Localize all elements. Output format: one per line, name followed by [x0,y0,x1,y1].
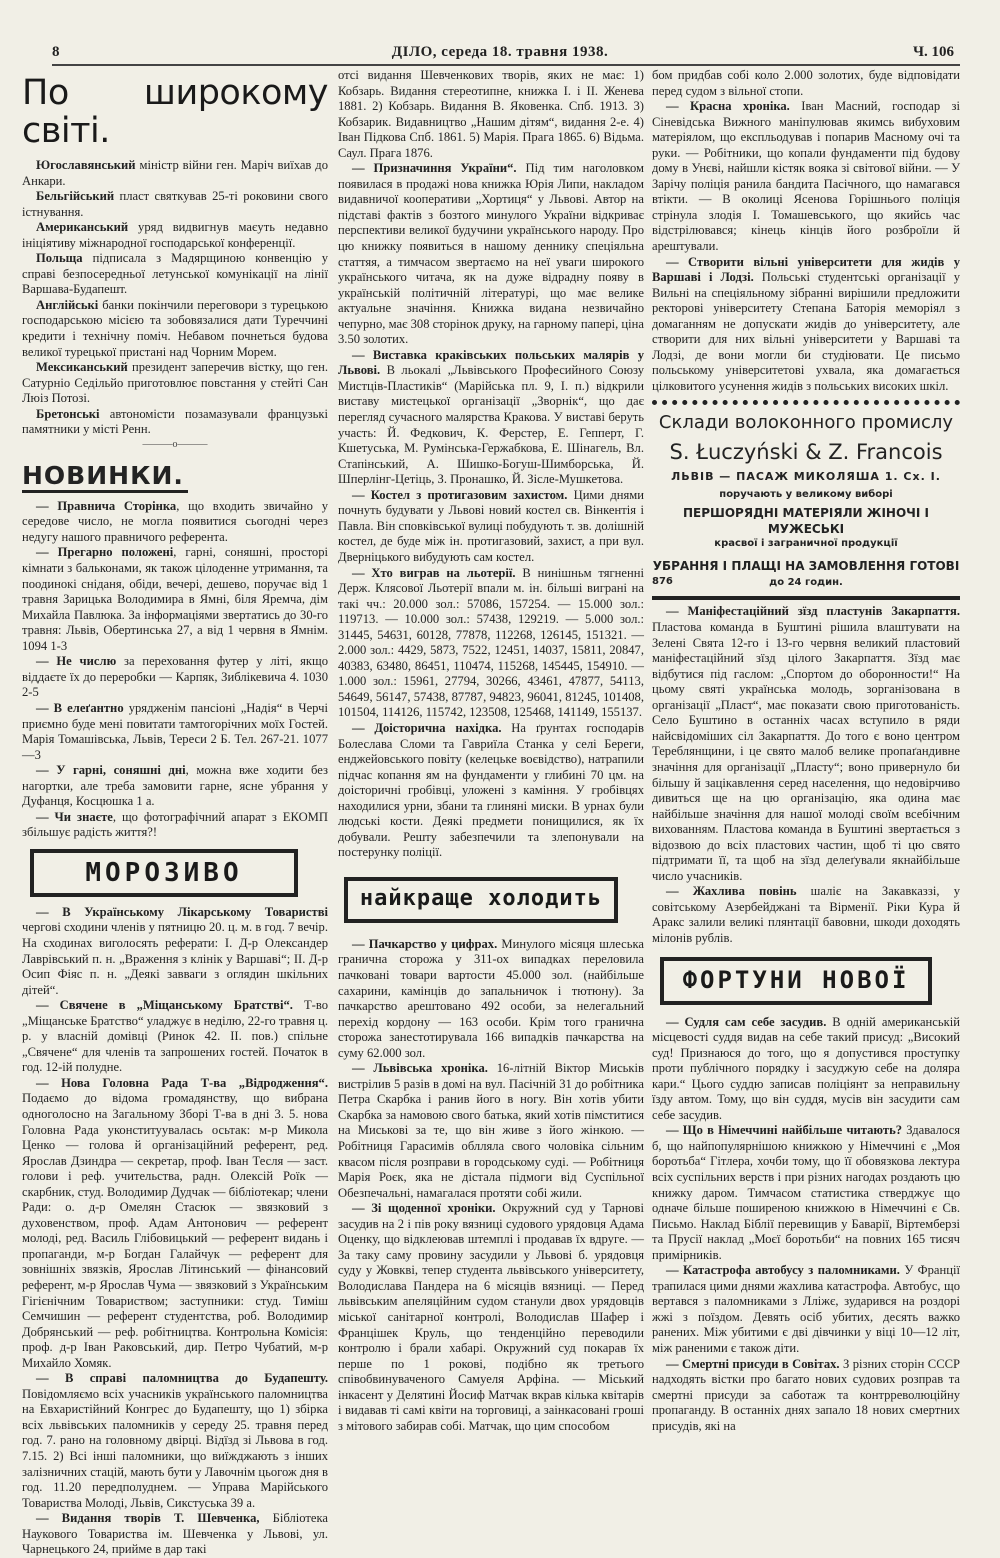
article-lead: — Створити вільні університети для жидів у Варшаві і Лодзі. [652,254,960,285]
article-text: Польські студентські організації у Вильні на спеціяльному зібранні вирішили предложити ректорові університету Степана Баторія меморіял з домаганням не допускати жидів до університету, але створити для них вільні університети у Варшаві та Лодзі, де вони могли би студіювати. Це письмо польському університетові ухвала, яка домагається цілковитого усунення жидів з польських високих шкіл. [652,270,960,393]
article-text: шаліє на Закавказзі, у совітському Азербейджані та Вірменії. Ріки Кура й Аракс залили великі плянтації бавовни, шкоди доходять мілонів рублів. [652,884,960,945]
ad-banner-ice-cream: МОРОЗИВО [30,849,298,897]
article-paragraph [22,998,328,1076]
article-text: Подаємо до відома громадянству, що вибрана одноголосно на Загальному Зборі Т-ва в дні 3. 5. нова Головна Рада уконституувалась осьтак: м-р Микола Ценко — голова й організаційний референт, ред. Ярослав Дзиндра — секретар, проф. Іван Тесля — заст. голови і реф. учительства, радн. Олексій Роїк — скарбник, студ. Володимир Дудчак — бібліотекар; члени Ради: о. д-р Омелян Стасюк — звязковий з духовенством, проф. Адам Антонович — референт молоді, ред. Василь Глібовицький — референт видань і пропаганди, м-р Богдан Галайчук — референт для зовнішніх звязків, Ярослав Літинський — фінансовий референт, м-р Ярослав Чума — звязковий з Українським Гігієнічним Товариством; заступники: студ. Тиміш Семчишин — референт студентства, роб. Володимир Добрянський — реф. робітництва. Контрольна Комісія: проф. д-р Іван Раковський, дир. Петро Чубатий, м-р Михайло Хомяк. [22,1091,328,1370]
ad-code: 876 [652,576,673,588]
section-title-news: НОВИНКИ. [22,462,188,493]
article-paragraph [652,604,960,884]
article-paragraph [652,1357,960,1435]
article-lead: — В елеґантно [36,700,124,715]
article-paragraph [338,566,644,721]
article-lead: — В справі паломництва до Будапешту. [36,1371,328,1386]
article-lead: — Жахлива повінь [666,884,797,899]
article-paragraph [652,1263,960,1356]
article-text: Пластова команда в Буштині рішила влаштувати на Зелені Свята 12-го і 13-го червня великий пластовий маніфестаційний зїзд цілого Закарпаття. Зїзд має відбутися під гаслом: „Спортом до оборонности!“ На цьому святі українська молодь, зорганізована в організації „Пласт“, має показати свою приготованість. Село Буштино в останніх часах вступило в ряди найсвідоміших сіл Закарпаття. До того є воно центром Тереблянщини, і це свято малоб велике пропаґандивне значіння для організації „Пласту“; воно привернуло би більшу й зацікавлення серед населення, що недовірчиво дивиться ще на цю організацію, яка одина має найбільше значіння для нашої молоді своїм всебічним вихованням. Пластова команда в Буштині звертається з відозвою до всіх пластових частин, щоб ті цю свято підтримати її, та щоб на зїзд делеґували якнайбільше число учасників. [652,620,960,883]
article-text: , що входить звичайно у середове число, не могла появитися сьогодні через недугу нашого правничого референта. [22,498,328,544]
article-paragraph [22,905,328,998]
article-text: за переховання футер у літі, якщо віддаєте їх до переробки — Карпяк, Зиблікевича 4. 1030 2-5 [22,654,328,700]
article-text: В нинішньм тягненні Держ. Клясової Льотерії впали м. ін. більші виграні на такі чч.: 20.000 зол.: 57086, 157254. — 15.000 зол.: 119713. — 10.000 зол.: 57438, 129219. — 5.000 зол.: 31445, 54631, 60128, 77878, 112268, 126145, 151321. — 2.000 зол.: 4429, 5873, 7522, 12451, 14037, 15811, 20847, 40383, 63480, 86451, 110474, 115268, 145445, 154910. — 1.000 зол.: 15961, 27794, 30266, 43461, 47877, 54113, 54649, 56147, 57438, 87787, 94823, 96041, 81245, 101408, 101504, 114126, 115742, 123508, 125468, 141149, 155137. [338,565,644,720]
header-rule [52,64,960,66]
article-lead: — Катастрофа автобусу з паломниками. [666,1263,900,1278]
ad-bottom-rule [652,596,960,600]
article-paragraph [22,189,328,220]
article-lead: — Хто виграв на льотерії. [352,565,516,580]
article-lead: — Чи знаєте [36,809,113,824]
article-text: урядженім пансіоні „Надія“ в Черчі приємно буде мені повитати тамтогорічних моїх Гостей. Марія Томашівська, Львів, Тереси 2 Б. Тел. 267-21. 1077 —3 [22,700,328,762]
article-text: 16-літній Віктор Миськів вистрілив 5 разів в домі на вул. Пасічній 31 до робітника Петра Скарбка і ранив його в ногу. Він хотів убити Скарбка за намовою свого батька, який хотів пімститися на Миськові за те, що він живе з його жінкою. — Робітниця Гарасимів облляла свого чоловіка сільним квасом після розправи в городському суді. — Робітниця Марія Роєк, яка не дістала підмоги від Суспільної Обезпечальні, намагалася протяти собі жили. [338,1061,644,1200]
article-paragraph [652,68,960,99]
article-lead: — Нова Головна Рада Т-ва „Відродження“. [36,1075,328,1090]
article-paragraph [22,1371,328,1511]
article-text: чергові сходини членів у пятницю 20. ц. м. в год. 7 вечір. На сходинах виголосять реферати: І. Д-р Олександер Лаврівський п. н. „Враження з клінік у Варшаві“; ІІ. Д-р Осип Фіяс п. н. „Деякі завваги з оглядин шкільних дітей“. [22,920,328,997]
article-text: автономісти позамазували французькі памятники у місті Ренн. [22,406,328,437]
article-lead: Американський [36,220,129,235]
article-paragraph [652,255,960,395]
ad-bottom-line [652,574,960,588]
article-text: В одній американській місцевості суддя видав на себе такий присуд: „Високий суд! Признаюся до того, що я допустився проступку проти публічного порядку і засуджую себе на доляра кари.“ Цього суддю записав поліціянт за неправильну їзду автом. Тому, що він суддя, мусів він засудити сам себе засудив. [652,1014,960,1122]
article-lead: Польща [36,251,83,266]
article-paragraph [338,937,644,1061]
column-3-list-mid [652,604,960,946]
article-paragraph [22,763,328,810]
page-number: 8 [52,44,60,60]
ad-ready: УБРАННЯ І ПЛАЩІ НА ЗАМОВЛЕННЯ ГОТОВІ [652,559,960,574]
article-lead: — Не числю [36,654,117,669]
article-lead: Англійські [36,297,99,312]
article-text: , можна вже ходити без нагортки, але треба замовити гарне, ясне убрання у Дуфанця, Косцюшка 1 а. [22,763,328,809]
ad-address: ЛЬВІВ — ПАСАЖ МИКОЛЯША 1. Сх. І. [671,470,941,484]
textile-advertisement [652,411,960,588]
ad-banner-new-fortune: ФОРТУНИ НОВОЇ [660,957,932,1005]
column-3-list [652,68,960,394]
separator: ———о——— [142,438,208,450]
society-list [22,905,328,1558]
article-text: Окружний суд у Тарнові засудив на 2 і пів року вязниці судового урядовця Адама Оценку, що відклеював штемплі і продавав їх вдруге. — За таку саму провину засудили у Львові б. урядовця суду у Жовкві, тепер студента львівського університету, Володислава Пандера на 6 місяців вязниці. — Перед львівським апеляційним судом станули двох урядовців міської санітарної контролі, Володислав Шафер і Францішек Круль, що тенденційно переводили контролю і брали хабарі. Окружний суд покарав їх перше по 1 рокові, подібно як третього співобвинуваченого Самуеля Арфіна. — Міський інкасент у Делятині Йосиф Матчак вкрав кілька квітарів і видавав ті самі квіти на торговиці, а заінкасовані гроші з мітового забирав собі. Матчак, що цим способом [338,1201,644,1433]
article-lead: — Львівська хроніка. [352,1061,488,1076]
article-paragraph [22,220,328,251]
issue-number: Ч. 106 [912,44,954,60]
article-paragraph [22,499,328,546]
article-paragraph [22,810,328,841]
article-text: президент заперечив вістку, що ген. Сатурніо Седільйо приготовлює повстання у стейті Сан Люіз Потозі. [22,360,328,406]
article-text: У Франції трапилася цими днями жахлива катастрофа. Автобус, що вертався з паломниками з Лліжє, зударився на роздорі жжі з поїздом. Девять осіб убитих, десять важко ранених. Між убитими є дві дівчинки у віці 10—12 літ, між раненими є також діти. [652,1263,960,1355]
world-news-list [22,158,328,438]
article-lead: — Костел з протигазовим захистом. [352,487,568,502]
article-paragraph [22,1076,328,1371]
article-text: Іван Масний, господар зі Сіневідська Вижного маніпулював якимсь вибуховим матеріялом, що експльодував і попарив Масному очі та руки. — Робітники, що копали фундаменти під будову дому в Унєві, найшли кістяк вояка зі світової війни. — У Зарічу поліція ранила бандита Пасічного, що намагався втікти. — В околиці Ясенова Горішнього поліція стрінула злодія І. Томашевського, що якийсь час відстрілювався; кінець кінців його розброїли й арештували. [652,99,960,254]
ad-goods-sub: красвої і заграничної продукції [714,538,898,550]
article-paragraph [338,488,644,566]
article-text: міністр війни ген. Маріч виїхав до Анкари. [22,158,328,188]
article-paragraph [22,701,328,763]
article-text: Під тим наголовком появилася в продажі нова книжка Юрія Липи, накладом видавничої кооперативи „Хортиця“ у Львові. Автор на підставі фактів з бозтого минулого України відкриває перспективи великої будучини українського народу. Про цю книжку появиться в нашому деннику спеціяльна статтяя, а тимчасом звертаємо на неї уваги широкого українського читача, як на дуже відрадну появу в українській політичній літературі, що має велике актуальне значіння. Книжка видана незвичайно чепурно, має 308 сторінок друку, на гарному папері, ціна 3.50 золотих. [338,161,644,347]
article-lead: Бретонські [36,406,100,421]
article-lead: — Красна хроніка. [666,99,790,114]
news-list [22,499,328,841]
column-3-list-lower [652,1015,960,1435]
article-lead: — Судля сам себе засудив. [666,1014,827,1029]
article-lead: — Маніфестаційний зїзд пластунів Закарпаття. [666,604,960,619]
section-title-world: По широкому світі. [22,73,328,151]
article-lead: Мексиканський [36,360,128,375]
article-text: Цими днями почнуть будувати у Львові новий костел св. Вінкентія і Павла. Він сповківської вулиці побудують т. зв. долішній костел, де буде між ін. протигазовий, захист, а при вул. Дверніцького вибудують сам костел. [338,487,644,564]
article-text: Здавалося б, що найпопулярнішою книжкою у Німеччині є „Моя боротьба“ Гітлера, хочби тому, що її обовязкова лектура всіх суспільних верств і при різних нагодах роздають цю книжку даром. Тимчасом статистика стверджує що одначе більше поширеною книжкою в Німеччині є Св. Письмо. Наклад Біблії перевищив у Баварії, Віртемберзі та Прусії наклад „Моєї боротьби“ на повних 165 тисяч примірників. [652,1123,960,1262]
article-text: отсі видання Шевченкових творів, яких не має: 1) Кобзарь. Видання стереотипне, книжка І. і ІІ. Женева 1881. 2) Кобзарь. Видання В. Яковенка. Спб. 1913. 3) Кобзарик. Видавництво „Нашим дітям“, видання 2-е. 4) Іван Підкова Спб. 1861. 5) Марія. Прага 1865. 6) Відьма. Саул. Прага 1876. [338,68,644,160]
article-text: банки покінчили переговори з турецькою господарською місією та зобовязалися дати Туреччині кредити і технічну поміч. Небавом почнеться будова великої турецької пристані над Чорним Морем. [22,297,328,359]
article-lead: — Доісторична нахідка. [352,720,502,735]
column-3 [652,68,960,1538]
masthead-date: ДІЛО, середа 18. травня 1938. [391,44,609,60]
column-2 [338,68,644,1538]
column-2-list-lower [338,937,644,1435]
article-paragraph [652,1015,960,1124]
article-paragraph [22,298,328,360]
article-paragraph [22,654,328,701]
article-lead: — В Українському Лікарському Товаристві [36,904,328,919]
ad-firm-name: S. Łuczyński & Z. Francois [669,440,943,465]
article-lead: — Смертні присуди в Совітах. [666,1356,840,1371]
article-paragraph [338,1061,644,1201]
article-text: , гарні, соняшні, просторі кімнати з бальконами, як також цілоденне утримання, та поодинокі сніданя, обіди, вечері, дешево, поручає від 1 травня Зарицька Володимира в Ямні, біля Яремча, дім Михайла Павлюка. За інформаціями звертатись до 30-го травня: Львів, Обертинська 27, а від 1 червня в Ямнім. 1094 1-3 [22,545,328,653]
article-lead: — Правнича Сторінка [36,498,177,513]
article-paragraph [22,360,328,407]
column-1 [22,68,329,1557]
article-paragraph [338,161,644,348]
article-lead: Югославянський [36,158,136,172]
article-paragraph [22,158,328,189]
article-text: , що фотографічний апарат з ЕКОМП збільшує радість життя?! [22,809,328,840]
article-paragraph [22,1511,328,1558]
article-paragraph [338,1201,644,1434]
article-text: підписала з Мадярщиною конвенцію у справі безпосередньої летунської комунікації на лінії Варшава-Будапешт. [22,251,328,297]
article-lead: — Видання творів Т. Шевченка, [36,1511,260,1526]
article-text: З різних сторін СССР надходять вістки про багато нових судових розправ та смертні присуди за саботаж та контрреволюційну пропаганду. В останніх днях запало 18 нових смертних присудів, які на [652,1356,960,1433]
article-paragraph [652,1123,960,1263]
ad-top-rule [652,400,960,405]
article-lead: — Свячене в „Міщанському Братстві“. [36,998,293,1013]
article-lead: — Що в Німеччині найбільше читають? [666,1123,903,1138]
article-lead: — Призначиння України“. [352,161,517,176]
article-paragraph [652,99,960,254]
article-lead: — Прегарно положені [36,545,174,560]
article-text: бом придбав собі коло 2.000 золотих, буде відповідати перед судом з вільної стопи. [652,68,960,98]
article-text: Повідомляємо всіх учасників українського паломництва на Евхаристійний Конгрес до Будапешту, що 1) збірка всіх львівських паломників у середу 25. травня перед год. 7. рано на головному двірці. Відїзд зі Львова в год. 7.15. 2) Всі інші паломники, що виїжджають з інших залізничних стацій, мають бути у Лавочнім цьогож дня в год. 11.20 передполуднем. — Управа Марійського Товариства Молоді, Львів, Сикстуська 39 а. [22,1386,328,1510]
article-paragraph [652,884,960,946]
article-lead: — Пачкарство у цифрах. [352,936,498,951]
article-paragraph [338,348,644,488]
article-text: Бібліотека Наукового Товариства ім. Шевченка у Львові, ул. Чарнецького 24, прийме в дар такі [22,1511,329,1557]
article-paragraph [338,68,644,161]
ad-banner-cools-best: найкраще холодить [344,877,618,923]
article-paragraph [22,407,328,438]
ad-goods: ПЕРШОРЯДНІ МАТЕРІЯЛИ ЖІНОЧІ І МУЖЕСЬКІ [683,506,929,537]
article-paragraph [338,721,644,861]
ad-offer: поручають у великому виборі [719,489,893,501]
column-2-list [338,68,644,861]
article-text: пласт святкував 25-ті роковини свого істнування. [22,189,328,219]
article-text: уряд видвигнув маєуть недавно ініціятиву міжнародної господарської конференції. [22,220,328,250]
ad-days: до 24 годин. [769,577,843,589]
article-lead: Бельгійський [36,189,115,204]
article-lead: — Зі щоденної хроніки. [352,1201,496,1216]
ad-title: Склади волоконного промислу [658,412,954,434]
article-text: Т-во „Міщанське Братство“ уладжує в неділю, 22-го травня ц. р. у власній домівці (Ринок 42. ІІ. пов.) спільне „Свячене“ для членів та запрошених гостей. Початок в год. 12-ій полудне. [22,998,328,1075]
article-text: Минулого місяця шлеська гранична сторожа у 311-ох випадках переловила пачковані товари вартости 45.000 зол. (найбільше сахарини, камінців до запальничок і тютюну). За пачкарство арештовано 492 особи, за нелегальний перехід кордону — 163 особи. Крім того гранична сторожа занестотирувала 166 випадків пачкарства на суму 62.000 зол. [338,936,644,1060]
article-paragraph [22,251,328,298]
article-text: На ґрунтах господарів Болеслава Сломи та Гавриїла Станка у селі Береги, енджейовського повіту (келецьке воєвідство), натрапили підчас копання ям на фундаменти у глибині 70 цм. на доісторичні гробівці, уложені з каміння. У гробівцях находилися урни, збани та глиняні миски. В урнах були людські кости. Деякі предмети понищилися, як їх добували. Решту забезпечили та злепонували на постерунку поліції. [338,720,645,860]
article-lead: — Виставка краківських польських малярів у Львові. [338,347,644,378]
article-paragraph [22,545,328,654]
article-text: В льокалі „Львівського Професийного Союзу Мистців-Пластиків“ (Марійська пл. 9, І. п.) відкрили виставу мистецької організації „Зворнік“, що дає перегляд сучасного малярства Кракова. У виставі беруть участь: Й. Федкович, К. Ферстер, Е. Геппeрт, Г. Кшетуська, М. Румінська-Гержабкова, Е. Шінагель, Вл. Стапінський, А. Шишко-Богуш-Шимборська, Й. Шперлінг-Цетіць, З. Пронашко, Й. Зісле-Мушкетова. [338,363,644,487]
article-lead: — У гарні, соняшні дні [36,763,186,778]
